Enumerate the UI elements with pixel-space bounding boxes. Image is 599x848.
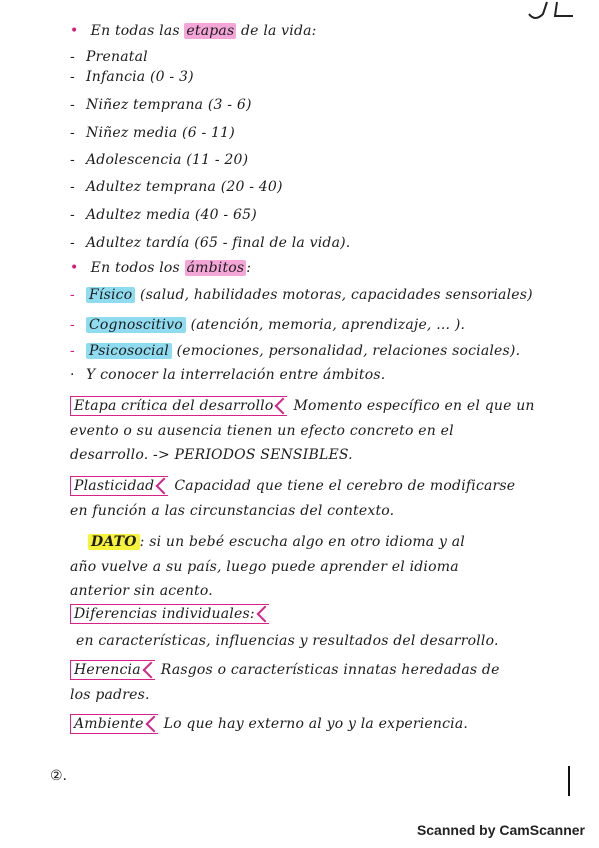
pink-dot-bullet: • bbox=[70, 23, 79, 39]
term-tag-diferencias: Diferencias individuales: bbox=[70, 604, 269, 624]
highlight-psicosocial: Psicosocial bbox=[86, 343, 172, 359]
environment-definition: Ambiente Lo que hay externo al yo y la experiencia. bbox=[70, 714, 468, 734]
scanner-watermark: Scanned by CamScanner bbox=[416, 822, 585, 838]
definition-continuation: en función a las circunstancias del contexto. bbox=[70, 503, 395, 519]
stage-item: - Adolescencia (11 - 20) bbox=[70, 152, 249, 168]
stage-item: - Adultez temprana (20 - 40) bbox=[70, 179, 283, 195]
stage-item: - Adultez media (40 - 65) bbox=[70, 207, 257, 223]
highlight-ambitos: ámbitos bbox=[186, 260, 245, 276]
stage-item: - Niñez media (6 - 11) bbox=[70, 125, 235, 141]
definition-continuation: desarrollo. -> PERIODOS SENSIBLES. bbox=[70, 447, 353, 463]
individual-differences-heading bbox=[70, 604, 275, 624]
highlight-fisico: Físico bbox=[86, 287, 135, 303]
term-tag-etapa-critica: Etapa crítica del desarrollo bbox=[70, 396, 287, 416]
margin-mark bbox=[568, 766, 570, 796]
definition-continuation: los padres. bbox=[70, 687, 150, 703]
interrelation-line: · Y conocer la interrelación entre ámbitos. bbox=[70, 367, 386, 383]
domain-item-cognoscitivo: - Cognoscitivo (atención, memoria, aprendizaje, ... ). bbox=[70, 317, 466, 333]
highlight-dato: DATO bbox=[88, 534, 140, 550]
critical-stage-definition: Etapa crítica del desarrollo Momento específico en el que un bbox=[70, 396, 535, 416]
page-number: ②. bbox=[50, 768, 68, 784]
definition-continuation: en características, influencias y resultados del desarrollo. bbox=[76, 633, 499, 649]
stage-item: - Adultez tardía (65 - final de la vida). bbox=[70, 235, 351, 251]
stage-item: - Infancia (0 - 3) bbox=[70, 69, 194, 85]
intro-domains-line: • En todos los ámbitos : bbox=[70, 260, 252, 276]
fact-continuation: anterior sin acento. bbox=[70, 583, 213, 599]
heredity-definition: Herencia Rasgos o características innatas heredadas de bbox=[70, 660, 500, 680]
stage-item: - Prenatal bbox=[70, 49, 148, 65]
intro-stages-line: • En todas las etapas de la vida: bbox=[70, 23, 317, 39]
fact-note: DATO : si un bebé escucha algo en otro idioma y al bbox=[88, 533, 465, 551]
definition-continuation: evento o su ausencia tienen un efecto concreto en el bbox=[70, 423, 454, 439]
domain-item-psicosocial: - Psicosocial (emociones, personalidad, relaciones sociales). bbox=[70, 343, 521, 359]
stage-item: - Niñez temprana (3 - 6) bbox=[70, 97, 252, 113]
highlight-etapas: etapas bbox=[186, 23, 235, 39]
plasticity-definition: Plasticidad Capacidad que tiene el cerebro de modificarse bbox=[70, 476, 515, 496]
highlight-cognoscitivo: Cognoscitivo bbox=[86, 317, 186, 333]
pink-dot-bullet: • bbox=[70, 260, 79, 276]
domain-item-fisico: - Físico (salud, habilidades motoras, capacidades sensoriales) bbox=[70, 287, 533, 303]
term-tag-herencia: Herencia bbox=[70, 660, 155, 680]
fact-continuation: año vuelve a su país, luego puede aprender el idioma bbox=[70, 559, 459, 575]
term-tag-ambiente: Ambiente bbox=[70, 714, 158, 734]
corner-scribble-icon bbox=[525, 0, 577, 22]
term-tag-plasticidad: Plasticidad bbox=[70, 476, 168, 496]
